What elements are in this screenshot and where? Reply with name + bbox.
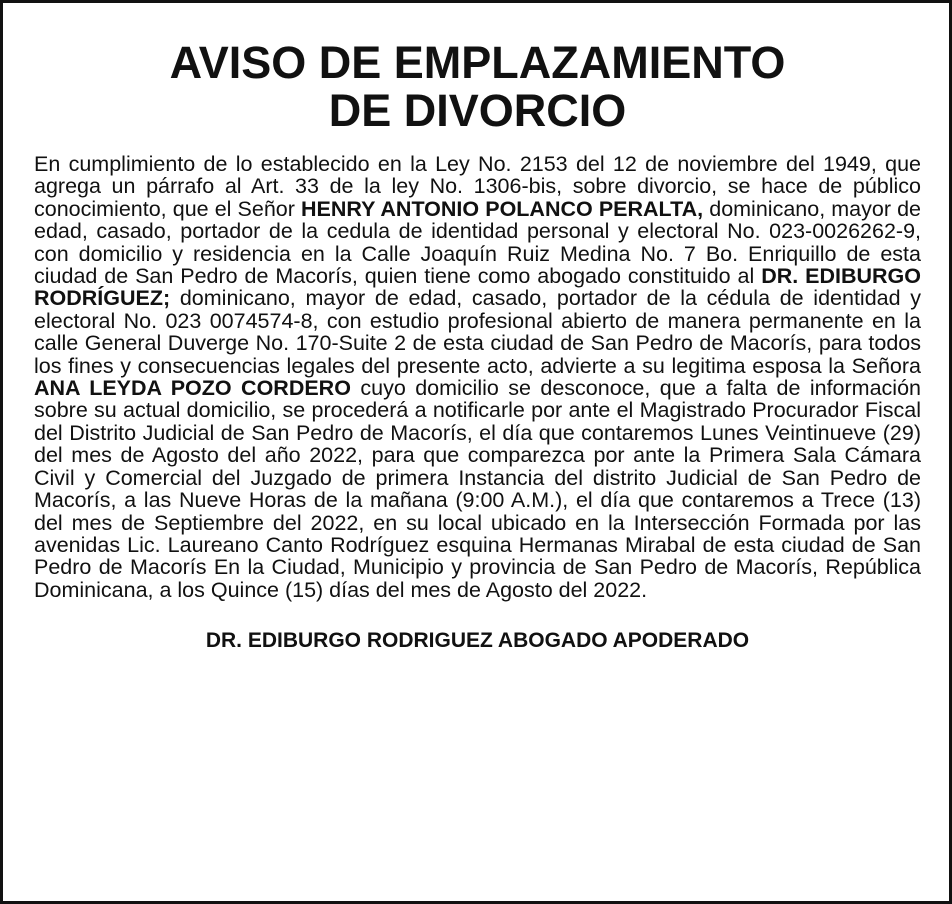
plaintiff-name: HENRY ANTONIO POLANCO PERALTA, — [301, 196, 704, 221]
title-line-2: DE DIVORCIO — [328, 85, 627, 136]
body-text-attorney-details: dominicano, mayor de edad, casado, portador de la cédula de identidad y electoral No. 023 0074574-8, con estudio profesional abierto de manera permanente en la calle General Duverge No. 170-Suite 2 de esta ciudad de San Pedro de Macorís, para todos los fines y consecuencias legales del presente acto, advierte a su legitima esposa la Señora — [34, 286, 921, 378]
body-text-summons-details: cuyo domicilio se desconoce, que a falta de información sobre su actual domicilio, se procederá a notificarle por ante el Magistrado Procurador Fiscal del Distrito Judicial de San Pedro de Macorís, el día que contaremos Lunes Veintinueve (29) del mes de Agosto del año 2022, para que comparezca por ante la Primera Sala Cámara Civil y Comercial del Juzgado de primera Instancia del distrito Judicial de San Pedro de Macorís, a las Nueve Horas de la mañana (9:00 A.M.), el día que contaremos a Trece (13) del mes de Septiembre del 2022, en su local ubicado en la Intersección Formada por las avenidas Lic. Laureano Canto Rodríguez esquina Hermanas Mirabal de esta ciudad de San Pedro de Macorís En la Ciudad, Municipio y provincia de San Pedro de Macorís, República Dominicana, a los Quince (15) días del mes de Agosto del 2022. — [34, 376, 921, 602]
defendant-name: ANA LEYDA POZO CORDERO — [34, 376, 351, 401]
body-text-plaintiff-details: dominicano, mayor de edad, casado, portador de la cedula de identidad personal y electoral No. 023-0026262-9, con domicilio y residencia en la Calle Joaquín Ruiz Medina No. 7 Bo. Enriquillo de esta ciudad de San Pedro de Macorís, quien tiene como abogado constituido al — [34, 196, 922, 289]
signature-line: DR. EDIBURGO RODRIGUEZ ABOGADO APODERADO — [205, 629, 750, 653]
attorney-name: DR. EDIBURGO RODRÍGUEZ; — [34, 264, 921, 311]
notice-body — [34, 153, 921, 601]
body-text-intro: En cumplimiento de lo establecido en la Ley No. 2153 del 12 de noviembre del 1949, que agrega un párrafo al Art. 33 de la ley No. 1306-bis, sobre divorcio, se hace de público conocimiento, que el Señor — [34, 152, 921, 221]
title-line-1: AVISO DE EMPLAZAMIENTO — [169, 37, 786, 88]
notice-title — [34, 39, 921, 135]
